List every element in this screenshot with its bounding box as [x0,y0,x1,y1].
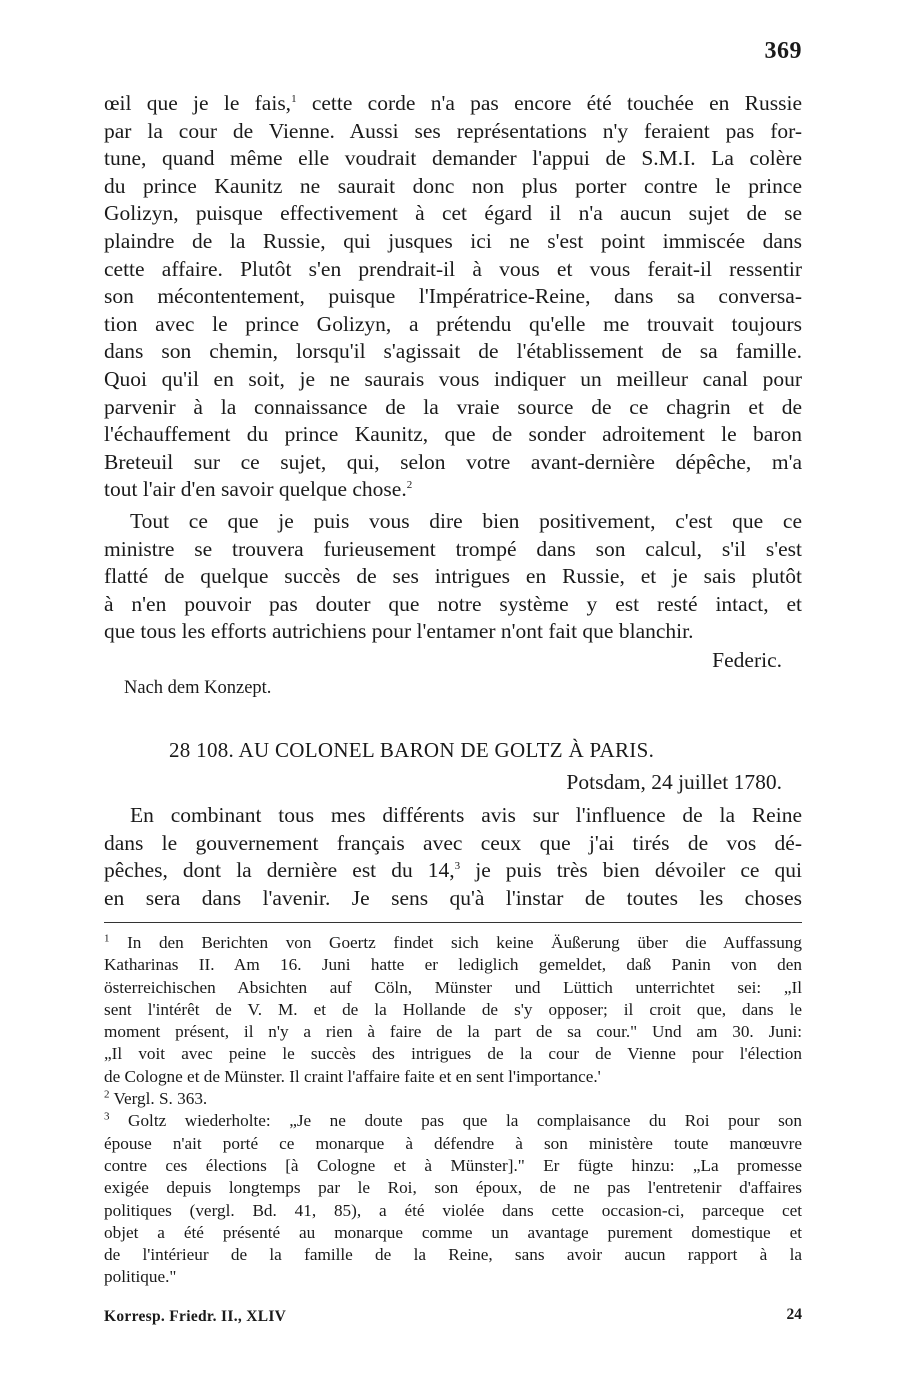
text-line: plaindre de la Russie, qui jusques ici ne s'est point immiscée dans [104,228,802,253]
text-line: en sera dans l'avenir. Je sens qu'à l'instar de toutes les choses [104,885,802,910]
text-line: par la cour de Vienne. Aussi ses représentations n'y feraient pas for- [104,118,802,143]
footnote-1: $^1$ In den Berichten von Goertz findet sich keine Äußerung über die Auffassung [104,932,802,952]
dateline: Potsdam, 24 juillet 1780. [566,770,782,794]
footnote-3: $^3$ Goltz wiederholte: „Je ne doute pas que la complaisance du Roi pour son [104,1110,802,1131]
text-line: son mécontentement, puisque l'Impératrice-Reine, dans sa conversa- [104,284,802,309]
text-line: à n'en pouvoir pas douter que notre système y est resté intact, et [104,591,802,616]
text-line: tune, quand même elle voudrait demander l'appui de S.M.I. La colère [104,146,802,171]
text-line: tion avec le prince Golizyn, a prétendu qu'elle me trouvait toujours [104,311,802,336]
text-line: „Il voit avec peine le succès des intrigues de la cour de Vienne pour l'élection [104,1044,802,1064]
text-line: politiques (vergl. Bd. 41, 85), a été violée dans cette occasion-ci, parceque cet [104,1200,802,1220]
footnote-ref-1[interactable]: 1 [291,92,297,105]
text-line: de Cologne et de Münster. Il craint l'affaire faite et en sent l'importance.' [104,1066,601,1086]
letter-heading: 28 108. AU COLONEL BARON DE GOLTZ À PARIS. [169,738,655,762]
page-number: 369 [764,38,802,64]
text-line: österreichischen Absichten auf Cöln, Münster und Lüttich unterrichtet sei: „Il [104,977,802,997]
text-line: parvenir à la connaissance de la vraie source de ce chagrin et de [104,394,802,419]
footnote-divider [104,922,802,923]
text-line: que tous les efforts autrichiens pour l'entamer n'ont fait que blanchir. [104,619,694,644]
text-line: dans son chemin, lorsqu'il s'agissait de l'établissement de sa famille. [104,339,802,364]
letter-1-paragraph-1 [104,90,802,504]
text-line: sent l'intérêt de V. M. et de la Hollande de s'y opposer; il croit que, dans le [104,999,802,1019]
letter-1-paragraph-2 [104,508,802,646]
text-line: Tout ce que je puis vous dire bien positivement, c'est que ce [130,509,802,533]
text-line: objet a été présenté au monarque comme un avantage purement domestique et [104,1222,802,1242]
source-note: Nach dem Konzept. [124,678,272,698]
text-line: Golizyn, puisque effectivement à cet égard il n'a aucun sujet de se [104,201,802,226]
text-line: exigée depuis longtemps par le Roi, son époux, de ne pas l'entretenir d'affaires [104,1178,802,1198]
text-line: cette affaire. Plutôt s'en prendrait-il à vous et vous ferait-il ressentir [104,256,802,281]
text-line: Katharinas II. Am 16. Juni hatte er lediglich gemeldet, daß Panin von den [104,955,802,975]
text-line: flatté de quelque succès de ses intrigues en Russie, et je sais plutôt [104,564,802,589]
text-line: En combinant tous mes différents avis sur l'influence de la Reine [130,803,802,827]
text-line: politique." [104,1267,177,1287]
text-line: dans le gouvernement français avec ceux que j'ai tirés de vos dé- [104,830,802,855]
text-line: tout l'air d'en savoir quelque chose.$^2$ [104,477,413,502]
text-line: l'échauffement du prince Kaunitz, que de sonder adroitement le baron [104,422,802,447]
footnotes [104,932,802,1289]
footnote-2: $^2$ Vergl. S. 363. [104,1088,208,1109]
signature: Federic. [712,648,782,672]
text-line: du prince Kaunitz ne saurait donc non plus porter contre le prince [104,173,802,198]
text-line: Quoi qu'il en soit, je ne saurais vous indiquer un meilleur canal pour [104,366,802,391]
footnote-ref-3[interactable]: 3 [454,860,461,873]
text-line: épouse n'ait porté ce monarque à défendre à son ministère toute manœuvre [104,1133,802,1153]
text-line: œil que je le fais,$^1$ cette corde n'a pas encore été touchée en Russie [104,91,802,115]
text-line: Breteuil sur ce sujet, qui, selon votre avant-dernière dépêche, m'a [104,449,802,474]
footer-sheet-number: 24 [786,1306,802,1323]
footnote-ref-2[interactable]: 2 [406,479,413,492]
letter-2-paragraph [104,802,802,912]
text-line: moment présent, il n'y a rien à faire de la part de sa cour." Und am 30. Juni: [104,1022,802,1042]
footer-signature: Korresp. Friedr. II., XLIV [104,1308,287,1325]
text-line: de l'intérieur de la famille de la Reine, sans avoir aucun rapport à la [104,1245,802,1265]
text-line: contre ces élections [à Cologne et à Münster]." Er fügte hinzu: „La promesse [104,1155,802,1175]
text-line: pêches, dont la dernière est du 14,$^3$ je puis très bien dévoiler ce qui [104,858,802,883]
text-line: ministre se trouvera furieusement trompé dans son calcul, s'il s'est [104,536,802,561]
